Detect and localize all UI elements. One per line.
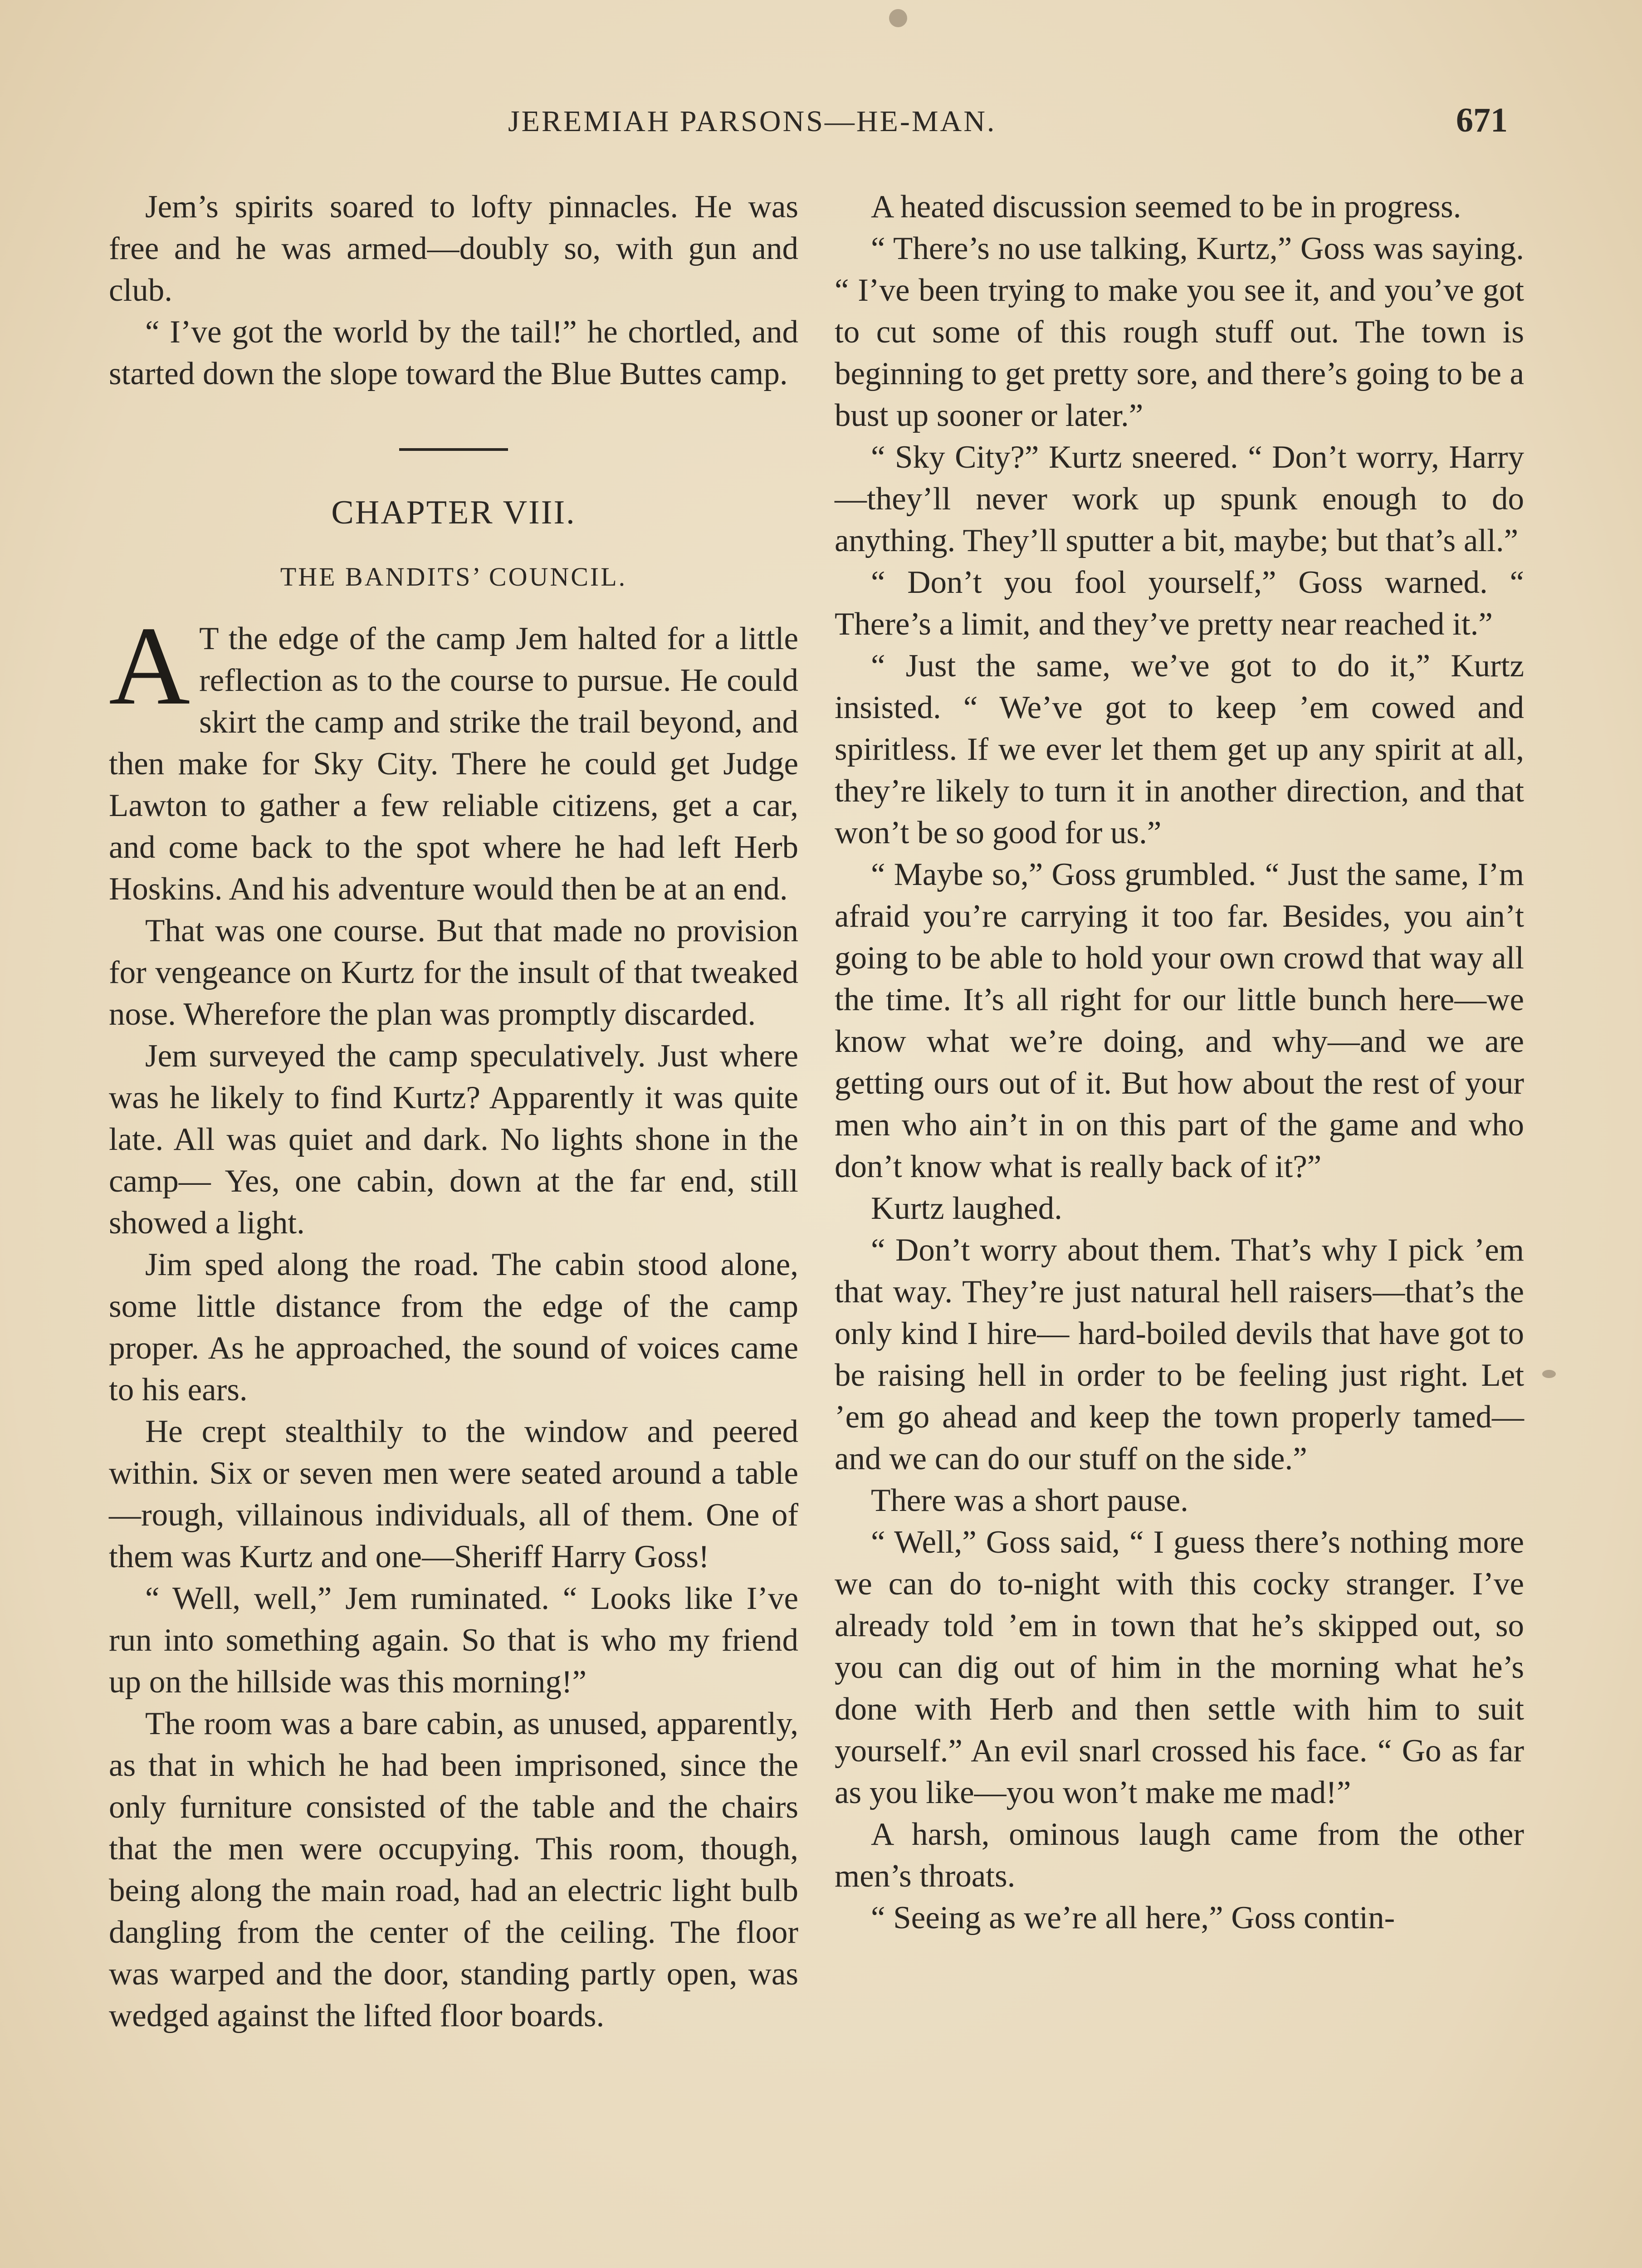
paragraph: Jem surveyed the camp speculatively. Just where was he likely to find Kurtz? Apparently it was quite late. All was quiet and dark. No lights shone in the camp— Yes, one cabin, down at the far end, still showed a light.: [109, 1038, 798, 1241]
paragraph: “ Don’t you fool yourself,” Goss warned. “ There’s a limit, and they’ve pretty near reached it.”: [835, 565, 1524, 642]
drop-cap: A: [109, 603, 191, 728]
paragraph: The room was a bare cabin, as unused, apparently, as that in which he had been imprisoned, since the only furniture consisted of the table and the chairs that the men were occupying. This room, though, being along the main road, had an electric light bulb dangling from the center of the ceiling. The floor was warped and the door, standing partly open, was wedged against the lifted floor boards.: [109, 1706, 798, 2033]
paragraph: He crept stealthily to the window and peered within. Six or seven men were seated around a table—rough, villainous individuals, all of them. One of them was Kurtz and one—Sheriff Harry Goss!: [109, 1414, 798, 1574]
paragraph: “ Just the same, we’ve got to do it,” Kurtz insisted. “ We’ve got to keep ’em cowed and spiritless. If we ever let them get up any spirit at all, they’re likely to turn it in another direction, and that won’t be so good for us.”: [835, 648, 1524, 850]
opening-text: T the edge of the camp Jem halted for a little reflection as to the course to pursue. He could skirt the camp and strike the trail beyond, and then make for Sky City. There he could get Judge Lawton to gather a few reliable citizens, get a car, and come back to the spot where he had left Herb Hoskins. And his adventure would then be at an end.: [109, 621, 798, 907]
paragraph: “ Don’t worry about them. That’s why I pick ’em that way. They’re just natural hell raisers—that’s the only kind I hire— hard-boiled devils that have got to be raising hell in order to be feeling just right. Let ’em go ahead and keep the town properly tamed—and we can do our stuff on the side.”: [835, 1232, 1524, 1476]
chapter-title: CHAPTER VIII.: [331, 494, 576, 531]
paragraph: “ Well,” Goss said, “ I guess there’s nothing more we can do to-night with this cocky stranger. I’ve already told ’em in town that he’s skipped out, so you can dig out of him in the morning what he’s done with Herb and then settle with him to suit yourself.” An evil snarl crossed his face. “ Go as far as you like—you won’t make me mad!”: [835, 1525, 1524, 1810]
paragraph: A heated discussion seemed to be in progress.: [871, 189, 1461, 225]
right-column: [835, 186, 1524, 1939]
paper-speck: [1542, 1370, 1556, 1378]
paragraph: Jem’s spirits soared to lofty pinnacles. He was free and he was armed—doubly so, with gun and club.: [109, 189, 798, 308]
paragraph: A harsh, ominous laugh came from the other men’s throats.: [835, 1817, 1524, 1894]
paragraph: There was a short pause.: [871, 1483, 1188, 1518]
paragraph: “ Well, well,” Jem ruminated. “ Looks like I’ve run into something again. So that is who my friend up on the hillside was this morning!”: [109, 1581, 798, 1700]
section-divider: [399, 448, 508, 451]
paragraph: That was one course. But that made no provision for vengeance on Kurtz for the insult of that tweaked nose. Wherefore the plan was promptly discarded.: [109, 913, 798, 1032]
left-column: [109, 186, 798, 2037]
paragraph: Kurtz laughed.: [871, 1191, 1062, 1226]
running-header-title: JEREMIAH PARSONS—HE-MAN.: [508, 105, 997, 138]
page-number: 671: [1456, 101, 1508, 139]
paragraph: “ I’ve got the world by the tail!” he chortled, and started down the slope toward the Blue Buttes camp.: [109, 314, 798, 391]
paragraph: “ There’s no use talking, Kurtz,” Goss was saying. “ I’ve been trying to make you see it, and you’ve got to cut some of this rough stuff out. The town is beginning to get pretty sore, and there’s going to be a bust up sooner or later.”: [835, 231, 1524, 433]
paragraph: “ Maybe so,” Goss grumbled. “ Just the same, I’m afraid you’re carrying it too far. Besides, you ain’t going to be able to hold your own crowd that way all the time. It’s all right for our little bunch here—we know what we’re doing, and why—and we are getting ours out of it. But how about the rest of your men who ain’t in on this part of the game and who don’t know what is really back of it?”: [835, 857, 1524, 1184]
chapter-opening-paragraph: [109, 603, 798, 910]
paragraph: Jim sped along the road. The cabin stood alone, some little distance from the edge of the camp proper. As he approached, the sound of voices came to his ears.: [109, 1247, 798, 1408]
paragraph: “ Sky City?” Kurtz sneered. “ Don’t worry, Harry—they’ll never work up spunk enough to do anything. They’ll sputter a bit, maybe; but that’s all.”: [835, 440, 1524, 558]
chapter-subtitle: THE BANDITS’ COUNCIL.: [280, 562, 627, 591]
paper-speck: [889, 9, 907, 27]
paragraph: “ Seeing as we’re all here,” Goss contin-: [871, 1900, 1395, 1936]
